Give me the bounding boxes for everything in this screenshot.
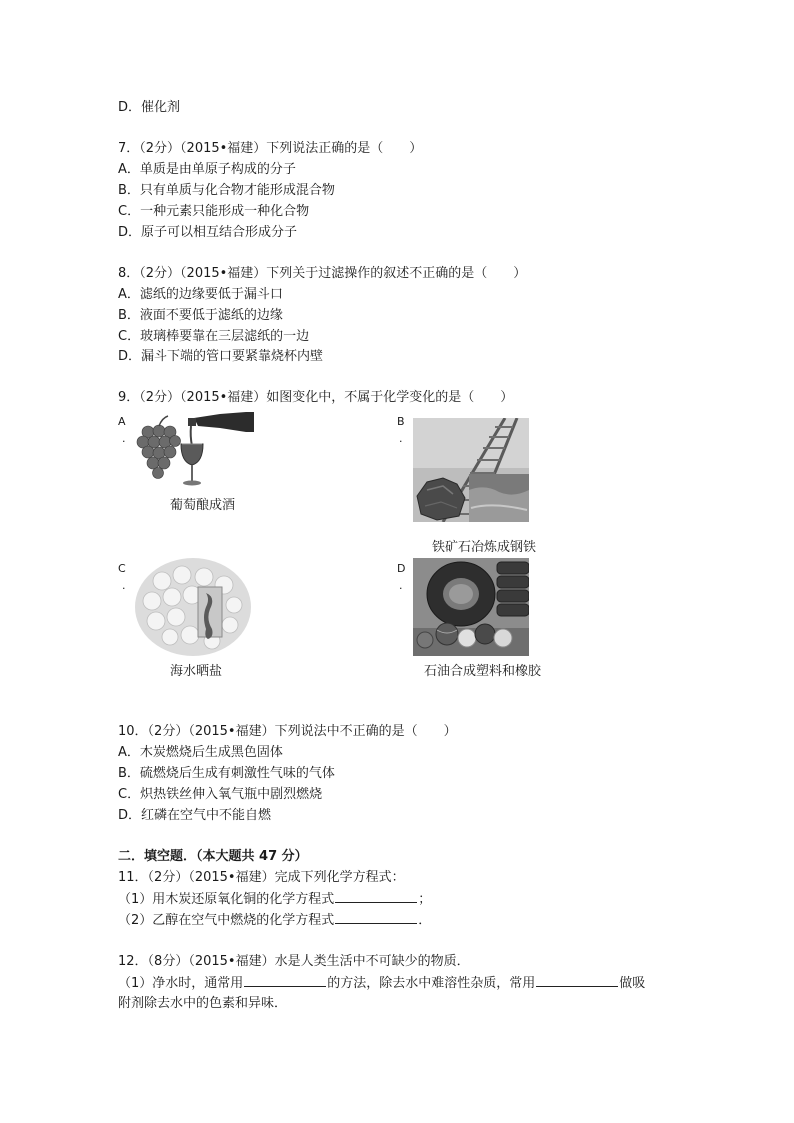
grapes-wine-image [134,410,256,490]
q12-stem: 12．（8分）（2015•福建）水是人类生活中不可缺少的物质． [118,954,470,969]
q12-sub1-continued: 附剂除去水中的色素和异味． [118,996,288,1011]
q8-option-d: D．漏斗下端的管口要紧靠烧杯内壁 [118,349,324,364]
q10-option-b: B．硫燃烧后生成有刺激性气味的气体 [118,766,335,781]
q9-option-d-letter: D [397,562,406,575]
q8-option-c: C．玻璃棒要靠在三层滤纸的一边 [118,329,310,344]
q9-option-d-dot: . [399,579,403,592]
q9-option-d-caption: 石油合成塑料和橡胶 [424,664,542,679]
q7-option-a: A．单质是由单原子构成的分子 [118,162,296,177]
q7-option-b: B．只有单质与化合物才能形成混合物 [118,183,335,198]
q9-option-b-dot: . [399,432,403,445]
q12-sub1 [118,974,645,993]
q11-sub2-blank[interactable] [335,911,417,924]
q8-option-b: B．液面不要低于滤纸的边缘 [118,308,283,323]
q9-option-a-letter: A [118,415,126,428]
q11-sub2-end: ． [418,913,432,928]
plastic-rubber-image [413,558,529,656]
q9-option-a-dot: . [122,432,126,445]
q9-option-c-caption: 海水晒盐 [170,664,223,679]
q10-option-c: C．炽热铁丝伸入氧气瓶中剧烈燃烧 [118,787,323,802]
q8-option-a: A．滤纸的边缘要低于漏斗口 [118,287,283,302]
q11-sub1 [118,890,431,909]
q12-sub1-blank-2[interactable] [536,974,618,987]
q8-stem: 8．（2分）（2015•福建）下列关于过滤操作的叙述不正确的是（ ） [118,266,527,281]
q9-option-c-letter: C [118,562,126,575]
q7-option-d: D．原子可以相互结合形成分子 [118,225,298,240]
q12-sub1-text-a: （1）净水时，通常用 [118,976,244,991]
q11-stem: 11．（2分）（2015•福建）完成下列化学方程式： [118,870,405,885]
q10-option-d: D．红磷在空气中不能自燃 [118,808,272,823]
q12-sub1-text-c: 做吸 [619,976,646,991]
q7-option-c: C．一种元素只能形成一种化合物 [118,204,310,219]
q9-option-c-dot: . [122,579,126,592]
q11-sub2 [118,911,431,930]
q11-sub1-blank[interactable] [335,890,417,903]
q6-option-d: D．催化剂 [118,100,181,115]
q7-stem: 7．（2分）（2015•福建）下列说法正确的是（ ） [118,141,423,156]
q11-sub1-text: （1）用木炭还原氧化铜的化学方程式 [118,892,335,907]
q10-option-a: A．木炭燃烧后生成黑色固体 [118,745,283,760]
ore-steel-image [413,418,529,522]
q9-option-a-caption: 葡萄酿成酒 [170,498,236,513]
q12-sub1-blank-1[interactable] [244,974,326,987]
q11-sub1-end: ； [418,892,432,907]
q9-option-b-letter: B [397,415,405,428]
sea-salt-image [134,557,252,657]
q9-stem: 9．（2分）（2015•福建）如图变化中，不属于化学变化的是（ ） [118,390,514,405]
section-title: 二．填空题．（本大题共 47 分） [118,849,308,864]
q10-stem: 10．（2分）（2015•福建）下列说法中不正确的是（ ） [118,724,457,739]
q9-option-b-caption: 铁矿石冶炼成钢铁 [432,540,537,555]
q12-sub1-text-b: 的方法，除去水中难溶性杂质，常用 [327,976,536,991]
q11-sub2-text: （2）乙醇在空气中燃烧的化学方程式 [118,913,335,928]
